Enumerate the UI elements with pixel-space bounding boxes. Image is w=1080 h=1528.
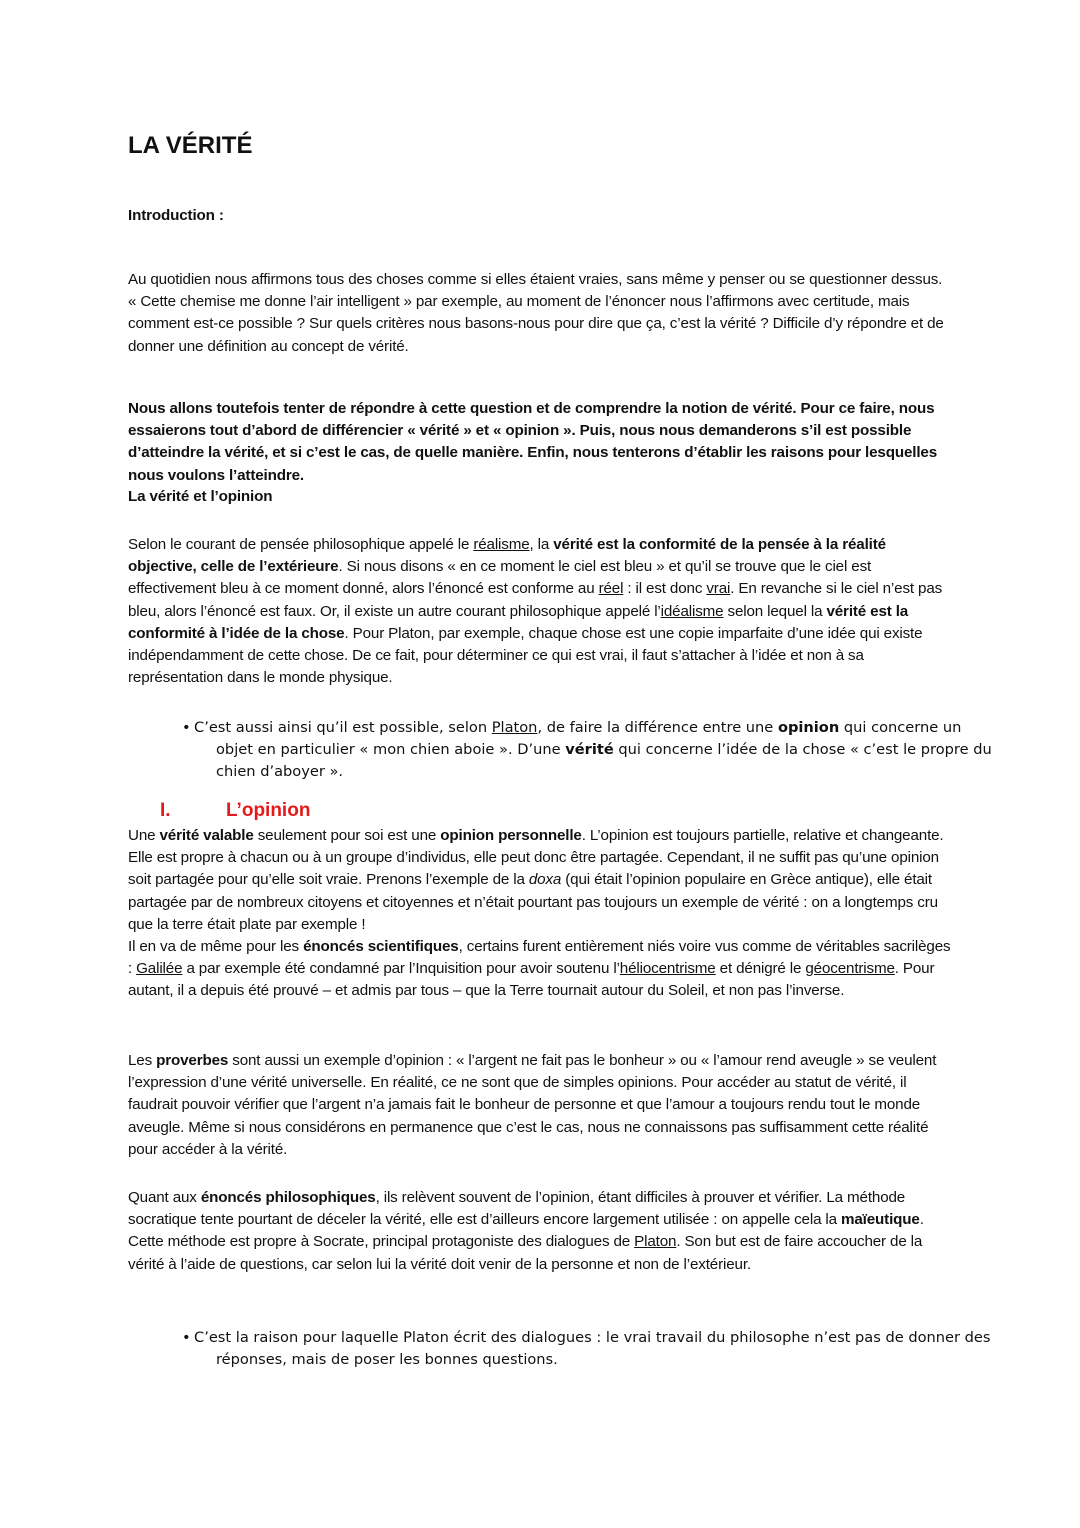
text-segment: sont aussi un exemple d’opinion : « l’argent ne fait pas le bonheur » ou « l’amour rend aveugle » se veulent l’expression d’une vérité universelle. En réalité, ce ne sont que de simples opinions. Pour accéder au statut de vérité, il faudrait pouvoir vérifier que l’argent n’a jamais fait le bonheur de personne et que l’amour a toujours rendu tout le monde aveugle. Même si nous considérons en permanence que c’est le cas, nous ne connaissons pas suffisamment cette réalité pour accéder à la vérité.: [128, 1052, 937, 1158]
text-segment: . Son but est de faire accoucher de la vérité à l’aide de questions, car selon lui la vérité doit venir de la personne et non de l’extérieur.: [128, 1233, 923, 1273]
underlined-term: héliocentrisme: [619, 960, 716, 978]
document-title: LA VÉRITÉ: [128, 132, 253, 159]
bold-text: vérité valable: [159, 827, 254, 844]
introduction-label: Introduction :: [128, 207, 224, 224]
text-segment: (qui était l’opinion populaire en Grèce antique), elle était partagée par de nombreux citoyens et citoyennes et n’était pourtant pas toujours un exemple de vérité : on a longtemps cru que la terre était plate par exemple !: [128, 871, 938, 933]
text-segment: qui concerne l’idée de la chose « c’est le propre du chien d’aboyer ».: [216, 741, 992, 781]
underlined-term: vrai: [706, 580, 731, 598]
text-segment: , la: [529, 536, 554, 553]
bold-text: énoncés scientifiques: [303, 938, 459, 956]
bold-text: énoncés philosophiques: [200, 1189, 376, 1206]
text-segment: . Pour Platon, par exemple, chaque chose est une copie imparfaite d’une idée qui existe indépendamment de cette chose. De ce fait, pour déterminer ce qui est vrai, il faut s’attacher à l’idée et non à sa représentation dans le monde physique.: [128, 624, 923, 687]
bullet-text: [194, 1329, 991, 1368]
text-segment: et dénigré le: [715, 960, 806, 978]
bullet-platon: [182, 717, 996, 784]
bold-text: maïeutique: [841, 1211, 920, 1229]
text-segment: doxa: [528, 871, 562, 889]
bold-text: vérité est la conformité de la pensée à la réalité objective, celle de l’extérieure: [128, 536, 886, 576]
paragraph-plan: [128, 398, 954, 487]
bullet-icon: •: [182, 1329, 191, 1346]
bullet-dialogues: [182, 1327, 996, 1371]
bold-text: Nous allons toutefois tenter de répondre à cette question et de comprendre la notion de vérité. Pour ce faire, nous essaierons tout d’abord de différencier « vérité » et « opinion ». Puis, nous nous demanderons s’il est possible d’atteindre la vérité, et si c’est le cas, de quelle manière. Enfin, nous tenterons d’établir les raisons pour lesquelles nous voulons l’atteindre.: [128, 400, 937, 484]
underlined-term: géocentrisme: [805, 960, 895, 978]
paragraph-philosophie: [128, 1187, 954, 1276]
text-segment: a par exemple été condamné par l’Inquisition pour avoir soutenu l’: [182, 960, 620, 978]
text-segment: Selon le courant de pensée philosophique appelé le: [128, 536, 474, 553]
text-segment: qui concerne un objet en particulier « mon chien aboie ». D’une: [216, 719, 962, 759]
underlined-term: réalisme: [473, 536, 530, 553]
text-segment: Une: [128, 827, 160, 844]
bold-text: proverbes: [156, 1052, 229, 1069]
bullet-text: [194, 719, 992, 780]
text-segment: , certains furent entièrement niés voire vus comme de véritables sacrilèges :: [128, 938, 951, 978]
section-heading-opinion: [160, 800, 310, 822]
bold-text: vérité: [565, 741, 614, 759]
text-segment: , ils relèvent souvent de l’opinion, étant difficiles à prouver et vérifier. La méthode socratique tente pourtant de déceler la vérité, elle est d’ailleurs encore largement utilisée : on appelle cela la: [128, 1189, 906, 1229]
text-segment: . L’opinion est toujours partielle, relative et changeante. Elle est propre à chacun ou à un groupe d’individus, elle peut donc être partagée. Cependant, il ne suffit pas qu’une opinion soit partagée pour qu’elle soit vraie. Prenons l’exemple de la: [128, 827, 944, 889]
underlined-term: Platon: [491, 719, 538, 736]
text-segment: Il en va de même pour les: [128, 938, 304, 956]
bold-text: vérité est la conformité à l’idée de la chose: [128, 602, 909, 642]
text-segment: Au quotidien nous affirmons tous des choses comme si elles étaient vraies, sans même y penser ou se questionner dessus. « Cette chemise me donne l’air intelligent » par exemple, au moment de l’énoncer nous l’affirmons avec certitude, mais comment est-ce possible ? Sur quels critères nous basons-nous pour dire que ça, c’est la vérité ? Difficile d’y répondre et de donner une définition au concept de vérité.: [128, 271, 944, 355]
bullet-icon: •: [182, 719, 191, 736]
section-title: L’opinion: [226, 800, 311, 821]
underlined-term: Platon: [634, 1233, 677, 1251]
underlined-term: réel: [598, 580, 624, 598]
section-number: I.: [160, 800, 171, 821]
bold-text: opinion personnelle: [440, 827, 582, 844]
text-segment: seulement pour soi est une: [253, 827, 441, 844]
text-segment: selon lequel la: [723, 602, 827, 620]
text-segment: C’est aussi ainsi qu’il est possible, selon: [194, 719, 492, 736]
text-segment: , de faire la différence entre une: [537, 719, 778, 736]
paragraph-realisme: [128, 534, 954, 689]
underlined-term: idéalisme: [660, 602, 724, 620]
text-segment: Quant aux: [128, 1189, 201, 1206]
text-segment: Les: [128, 1052, 157, 1069]
underlined-term: Galilée: [136, 960, 183, 978]
bold-text: La vérité et l’opinion: [128, 488, 273, 505]
paragraph-proverbes: [128, 1050, 954, 1161]
text-segment: . Si nous disons « en ce moment le ciel est bleu » et qu’il se trouve que le ciel est effectivement bleu à ce moment donné, alors l’énoncé est conforme au: [128, 558, 872, 598]
paragraph-intro: [128, 269, 954, 358]
text-segment: : il est donc: [623, 580, 707, 598]
text-segment: . Pour autant, il a depuis été prouvé – et admis par tous – que la Terre tournait autour du Soleil, et non pas l’inverse.: [128, 960, 935, 1000]
text-segment: . Cette méthode est propre à Socrate, principal protagoniste des dialogues de: [128, 1211, 924, 1251]
subtitle-verite-opinion: [128, 486, 954, 508]
bold-text: opinion: [777, 719, 840, 736]
text-segment: . En revanche si le ciel n’est pas bleu, alors l’énoncé est faux. Or, il existe un autre courant philosophique appelé l’: [128, 580, 943, 620]
paragraph-opinion: [128, 825, 954, 1003]
text-segment: C’est la raison pour laquelle Platon écrit des dialogues : le vrai travail du philosophe n’est pas de donner des réponses, mais de poser les bonnes questions.: [194, 1329, 991, 1369]
